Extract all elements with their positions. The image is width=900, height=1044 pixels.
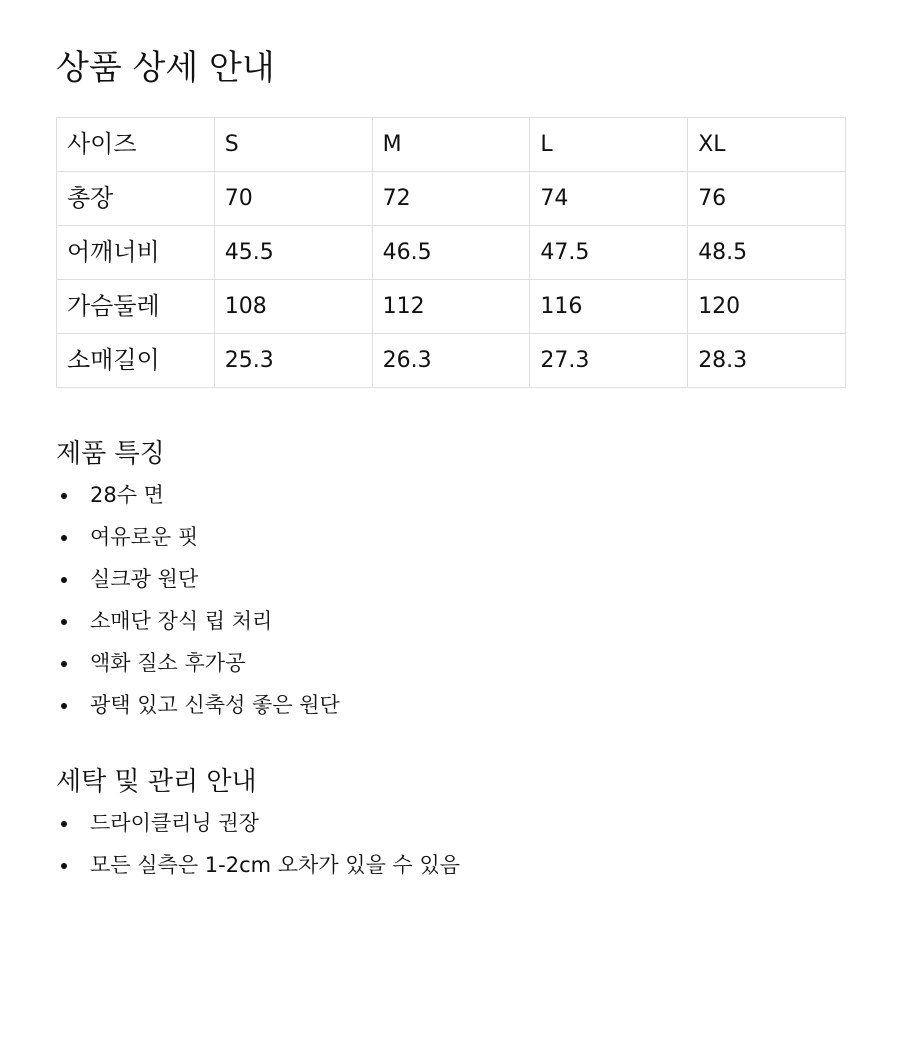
table-cell: 27.3 [530,334,688,388]
bullet-icon [61,661,67,667]
table-cell: 45.5 [214,226,372,280]
table-row-label: 소매길이 [57,334,215,388]
table-cell: 48.5 [688,226,846,280]
list-item [56,684,340,726]
table-row-label: 가슴둘레 [57,280,215,334]
table-cell: 46.5 [372,226,530,280]
size-header-cell: L [530,118,688,172]
size-header-cell: M [372,118,530,172]
table-cell: 72 [372,172,530,226]
table-row-chest [57,280,846,334]
features-section-title: 제품 특징 [56,439,165,469]
list-item-text: 드라이클리닝 권장 [90,811,259,835]
bullet-icon [61,703,67,709]
table-row-sleeve-length [57,334,846,388]
page-title: 상품 상세 안내 [56,48,275,88]
list-item-text: 소매단 장식 립 처리 [90,609,273,633]
list-item [56,474,340,516]
table-cell: 116 [530,280,688,334]
list-item-text: 액화 질소 후가공 [90,651,246,675]
size-header-cell: XL [688,118,846,172]
list-item [56,516,340,558]
table-cell: 120 [688,280,846,334]
table-cell: 47.5 [530,226,688,280]
list-item-text: 실크광 원단 [90,567,199,591]
care-list [56,802,460,886]
table-row-label: 총장 [57,172,215,226]
table-row-size-header [57,118,846,172]
list-item [56,558,340,600]
list-item [56,600,340,642]
size-header-cell: S [214,118,372,172]
table-cell: 26.3 [372,334,530,388]
bullet-icon [61,821,67,827]
care-section-title: 세탁 및 관리 안내 [56,767,257,797]
list-item-text: 28수 면 [90,483,164,507]
table-row-label: 사이즈 [57,118,215,172]
bullet-icon [61,535,67,541]
list-item-text: 모든 실측은 1-2cm 오차가 있을 수 있음 [90,853,461,877]
list-item [56,642,340,684]
table-cell: 76 [688,172,846,226]
bullet-icon [61,577,67,583]
list-item-text: 여유로운 핏 [90,525,199,549]
table-row-shoulder-width [57,226,846,280]
table-cell: 28.3 [688,334,846,388]
table-cell: 70 [214,172,372,226]
table-cell: 112 [372,280,530,334]
bullet-icon [61,863,67,869]
features-list [56,474,340,726]
list-item-text: 광택 있고 신축성 좋은 원단 [90,693,340,717]
table-row-total-length [57,172,846,226]
bullet-icon [61,493,67,499]
list-item [56,802,460,844]
table-cell: 74 [530,172,688,226]
bullet-icon [61,619,67,625]
table-row-label: 어깨너비 [57,226,215,280]
table-cell: 25.3 [214,334,372,388]
table-cell: 108 [214,280,372,334]
list-item [56,844,460,886]
size-table [56,117,846,388]
